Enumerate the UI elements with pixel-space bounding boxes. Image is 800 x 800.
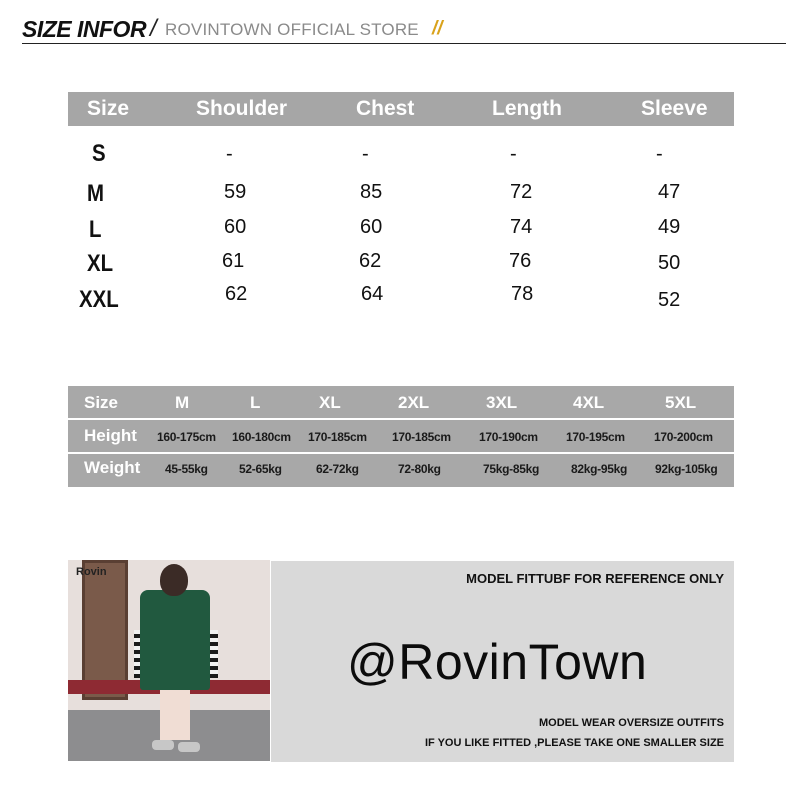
table-cell: 72: [510, 181, 533, 203]
fit-label-height: Height: [84, 426, 137, 445]
column-header-length: Length: [492, 97, 562, 120]
column-header-shoulder: Shoulder: [196, 97, 288, 120]
table-cell: 74: [510, 216, 533, 238]
photo-model-head: [160, 564, 188, 596]
height-cell: 170-185cm: [308, 430, 367, 444]
size-label: M: [87, 180, 104, 207]
table-cell: -: [510, 143, 517, 165]
table-cell: 62: [225, 283, 248, 305]
size-label: XXL: [79, 286, 119, 313]
model-photo: [68, 560, 270, 761]
title-slash: /: [150, 15, 157, 42]
model-info-panel: [271, 561, 734, 762]
fit-size-header: M: [175, 393, 190, 412]
height-cell: 170-190cm: [479, 430, 538, 444]
table-cell: 61: [222, 250, 245, 272]
size-label: XL: [87, 250, 114, 277]
weight-cell: 72-80kg: [398, 462, 441, 476]
column-header-size: Size: [87, 97, 130, 120]
fit-label-weight: Weight: [84, 458, 141, 477]
fit-size-header: L: [250, 393, 261, 412]
table-cell: 62: [359, 250, 382, 272]
weight-cell: 75kg-85kg: [483, 462, 539, 476]
table-cell: 52: [658, 289, 681, 311]
photo-watermark: Rovin: [76, 566, 107, 578]
fit-size-header: 2XL: [398, 393, 430, 412]
reference-note: MODEL FITTUBF FOR REFERENCE ONLY: [466, 571, 724, 586]
weight-cell: 52-65kg: [239, 462, 282, 476]
table-cell: 78: [511, 283, 534, 305]
fit-size-header: XL: [319, 393, 341, 412]
table-cell: 60: [224, 216, 247, 238]
header-bar: [22, 14, 786, 44]
fit-size-header: 4XL: [573, 393, 605, 412]
table-cell: -: [226, 143, 233, 165]
table-cell: 85: [360, 181, 383, 203]
photo-sneaker: [152, 740, 174, 750]
store-name: ROVINTOWN OFFICIAL STORE: [165, 20, 419, 39]
accent-mark: //: [432, 18, 443, 39]
weight-cell: 82kg-95kg: [571, 462, 627, 476]
weight-cell: 62-72kg: [316, 462, 359, 476]
fit-size-header: 5XL: [665, 393, 697, 412]
size-label: S: [92, 140, 106, 167]
fit-label-size: Size: [84, 393, 119, 412]
table-cell: -: [656, 143, 663, 165]
table-cell: 47: [658, 181, 681, 203]
weight-cell: 45-55kg: [165, 462, 208, 476]
photo-model-legs: [160, 690, 190, 740]
row-divider: [68, 452, 734, 454]
table-cell: 60: [360, 216, 383, 238]
height-cell: 170-185cm: [392, 430, 451, 444]
photo-door: [82, 560, 128, 700]
table-cell: 76: [509, 250, 532, 272]
fit-size-header: 3XL: [486, 393, 518, 412]
measure-table-header: [68, 92, 734, 126]
height-cell: 160-175cm: [157, 430, 216, 444]
page-title: SIZE INFOR: [22, 16, 147, 42]
table-cell: 59: [224, 181, 247, 203]
table-cell: -: [362, 143, 369, 165]
weight-cell: 92kg-105kg: [655, 462, 718, 476]
height-cell: 170-195cm: [566, 430, 625, 444]
column-header-sleeve: Sleeve: [641, 97, 708, 120]
column-header-chest: Chest: [356, 97, 415, 120]
table-cell: 49: [658, 216, 681, 238]
fit-table: [68, 386, 734, 487]
table-cell: 64: [361, 283, 384, 305]
sizing-advice: IF YOU LIKE FITTED ,PLEASE TAKE ONE SMALLER SIZE: [424, 737, 724, 749]
row-divider: [68, 418, 734, 420]
size-label: L: [89, 216, 102, 243]
height-cell: 160-180cm: [232, 430, 291, 444]
oversize-note: MODEL WEAR OVERSIZE OUTFITS: [539, 717, 724, 729]
photo-green-shirt: [140, 590, 210, 690]
store-handle: @RovinTown: [347, 634, 648, 690]
photo-sneaker: [178, 742, 200, 752]
table-cell: 50: [658, 252, 681, 274]
height-cell: 170-200cm: [654, 430, 713, 444]
